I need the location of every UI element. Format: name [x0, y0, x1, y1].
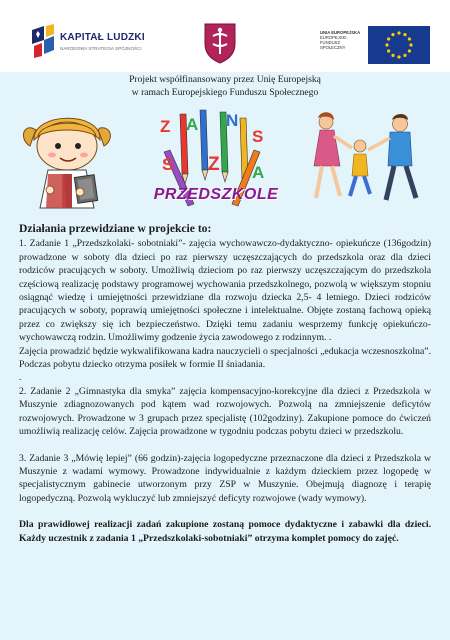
kapital-ludzki-subtitle: NARODOWA STRATEGIA SPÓJNOŚCI: [60, 46, 142, 51]
kapital-ludzki-title: KAPITAŁ LUDZKI: [60, 32, 145, 43]
intro-line1: Projekt współfinansowany przez Unię Europejską: [129, 74, 321, 85]
closing-paragraph: Dla prawidłowej realizacji zadań zakupione zostaną pomoce dydaktyczne i zabawki dla dzieci. Każdy uczestnik z zadania 1 „Przedszkolaki-sobotniaki” otrzyma komplet pomocy do zajęć.: [19, 519, 431, 544]
graphic-title: PRZEDSZKOLE: [153, 186, 279, 203]
graphic-letter-z: Z: [160, 117, 171, 136]
task-1-paragraph: 1. Zadanie 1 „Przedszkolaki- sobotniaki”- zajęcia wychowawczo-dydaktyczno- opiekuńcze (136godzin) prowadzone w soboty dla dzieci po raz pierwszy uczęszczających do przedszkola oraz dla dzieci rodziców pracujących w soboty. Umożliwią dzieciom po raz pierwszy uczęszczającym do przedszkola częściową realizację podstawy programowej wychowania przedszkolnego, pozwolą w większym stopniu osiągnąć wiedzę i umiejętności przewidziane dla rozwoju dziecka 2,5- 4 letniego. Dzieci rodziców pracujących w soboty, poprawią umiejętności społeczne i intelektualne. Objęte zostaną fachową opieką przez co zwiększy się ich bezpieczeństwo. Dzięki temu zadaniu wesprzemy funkcję opiekuńczo-wychowawczą rodzin. Umożliwimy godzenie życia zawodowego z rodzinnym. .: [19, 238, 431, 344]
graphic-letter-z2: Z: [208, 154, 220, 175]
content-heading: Działania przewidziane w projekcie to:: [19, 222, 212, 235]
task-3-paragraph: 3. Zadanie 3 „Mówię lepiej” (66 godzin)-zajęcia logopedyczne przeznaczone dla dzieci z Przedszkola w Muszynie z wadami wymowy. Prowadzone indywidualnie z każdym dzieckiem przez logopedę w specjalistycznym gabinecie utworzonym przy ZSP w Muszynie. Obejmują diagnozę i terapię logopedyczną. Pozwolą wykluczyć lub zmniejszyć deficyty rozwojowe (wady wymowy).: [19, 452, 431, 504]
separator-dot: .: [19, 372, 22, 384]
task-1-staff-paragraph: Zajęcia prowadzić będzie wykwalifikowana kadra nauczycieli o specjalności „edukacja wczesnoszkolna”. Podczas pobytu dziecko otrzyma posiłek w formie II śniadania.: [19, 345, 431, 371]
project-intro: [100, 73, 350, 99]
spacer: [19, 505, 431, 518]
eu-line2: EUROPEJSKI: [320, 35, 347, 40]
graphic-letter-a2: A: [252, 163, 265, 182]
kapital-ludzki-logo: [30, 22, 160, 62]
kapital-ludzki-mark-icon: [30, 24, 56, 58]
logo-strip: [0, 0, 450, 72]
graphic-letter-a: A: [186, 115, 199, 134]
task-2-paragraph: 2. Zadanie 2 „Gimnastyka dla smyka” zajęcia kompensacyjno-korekcyjne dla dzieci z Przedszkola w Muszynie zdiagnozowanych pod kątem wad rozwojowych. Pozwolą na zmniejszenie deficytów rozwojowych. Prowadzone w 3 grupach przez specjalistę (102godziny). Zakupione pomoce do ćwiczeń umożliwią realizację celów. Zajęcia prowadzone w tygodniu podczas pobytu dzieci w przedszkolu.: [19, 385, 431, 438]
eu-line1: UNIA EUROPEJSKA: [320, 30, 361, 35]
family-running-illustration: [300, 110, 430, 206]
eu-line3: FUNDUSZ SPOŁECZNY: [320, 40, 346, 50]
municipal-crest-icon: [203, 22, 237, 64]
eu-flag-icon: [368, 26, 430, 64]
graphic-letter-s2: S: [162, 155, 174, 174]
eu-logo: [320, 26, 430, 66]
eu-text: [320, 30, 366, 50]
spacer: [19, 439, 431, 452]
graphic-letter-n: N: [226, 111, 239, 130]
child-with-book-illustration: [22, 100, 114, 212]
content: [19, 222, 431, 545]
graphic-letter-s: S: [252, 127, 264, 146]
intro-line2: w ramach Europejskiego Funduszu Społecznego: [131, 87, 319, 98]
